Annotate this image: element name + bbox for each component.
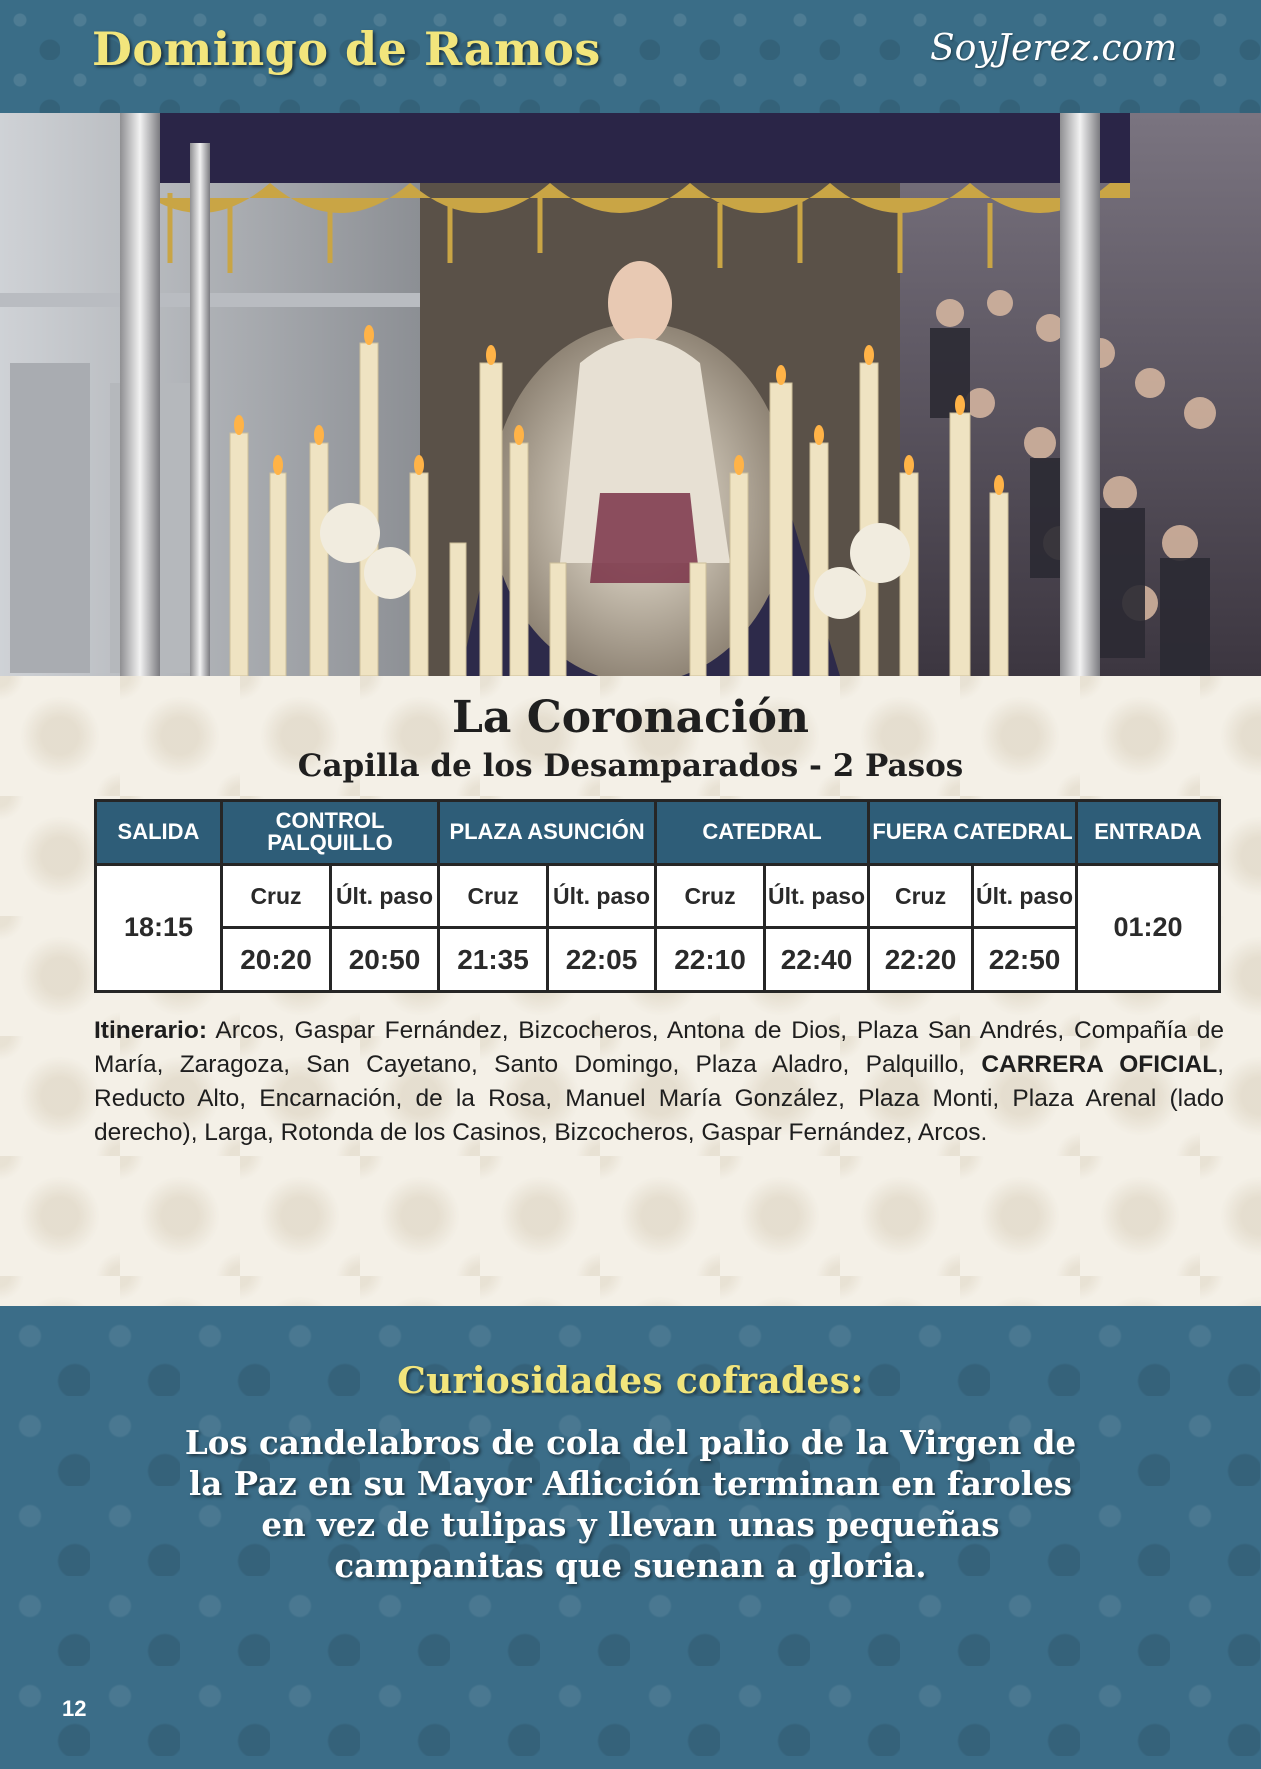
curiosities-text: Los candelabros de cola del palio de la Virgen de la Paz en su Mayor Aflicción terminan en faroles en vez de tulipas y llevan unas pequeñas campanitas que suenan a gloria. bbox=[184, 1423, 1077, 1585]
procession-subtitle: Capilla de los Desamparados - 2 Pasos bbox=[297, 748, 964, 784]
sub-cruz: Cruz bbox=[656, 864, 765, 928]
schedule-subheader-row bbox=[96, 864, 1220, 928]
catedral-ultimo-time: 22:40 bbox=[765, 928, 869, 992]
sub-ultimo-paso: Últ. paso bbox=[548, 864, 656, 928]
schedule-table bbox=[94, 799, 1221, 993]
curiosities-section bbox=[0, 1306, 1261, 1769]
procession-name: La Coronación bbox=[451, 692, 809, 743]
sub-ultimo-paso: Últ. paso bbox=[973, 864, 1077, 928]
header-catedral: CATEDRAL bbox=[656, 801, 869, 865]
asuncion-cruz-time: 21:35 bbox=[439, 928, 548, 992]
itinerary-label: Itinerario: bbox=[94, 1017, 207, 1044]
itinerary-official-route: CARRERA OFICIAL bbox=[981, 1051, 1218, 1078]
fuera-catedral-ultimo-time: 22:50 bbox=[973, 928, 1077, 992]
sub-cruz: Cruz bbox=[222, 864, 331, 928]
header-control-palquillo: CONTROL PALQUILLO bbox=[222, 801, 439, 865]
curiosities-title: Curiosidades cofrades: bbox=[397, 1360, 864, 1402]
page-header bbox=[0, 0, 1261, 113]
sub-ultimo-paso: Últ. paso bbox=[765, 864, 869, 928]
procession-info bbox=[0, 676, 1261, 1306]
sub-cruz: Cruz bbox=[439, 864, 548, 928]
itinerary bbox=[94, 1014, 1224, 1150]
header-fuera-catedral: FUERA CATEDRAL bbox=[869, 801, 1077, 865]
header-entrada: ENTRADA bbox=[1077, 801, 1220, 865]
page-number: 12 bbox=[62, 1696, 87, 1721]
fuera-catedral-cruz-time: 22:20 bbox=[869, 928, 973, 992]
itinerary-text-1: Arcos, Gaspar Fernández, Bizcocheros, Antona de Dios, Plaza San Andrés, Compañía de María, Zaragoza, San Cayetano, Santo Domingo, Plaza Aladro, Palquillo, bbox=[94, 1017, 1224, 1078]
header-salida: SALIDA bbox=[96, 801, 222, 865]
sub-ultimo-paso: Últ. paso bbox=[331, 864, 439, 928]
brand-logo: SoyJerez.com bbox=[930, 28, 1178, 69]
day-title: Domingo de Ramos bbox=[92, 22, 601, 76]
header-plaza-asuncion: PLAZA ASUNCIÓN bbox=[439, 801, 656, 865]
salida-time: 18:15 bbox=[96, 864, 222, 991]
catedral-cruz-time: 22:10 bbox=[656, 928, 765, 992]
procession-photo bbox=[0, 113, 1261, 676]
procession-photo-icon bbox=[0, 113, 1261, 676]
asuncion-ultimo-time: 22:05 bbox=[548, 928, 656, 992]
palquillo-cruz-time: 20:20 bbox=[222, 928, 331, 992]
palquillo-ultimo-time: 20:50 bbox=[331, 928, 439, 992]
entrada-time: 01:20 bbox=[1077, 864, 1220, 991]
itinerary-text-2: , Reducto Alto, Encarnación, de la Rosa, Manuel María González, Plaza Monti, Plaza Arenal (lado derecho), Larga, Rotonda de los Casinos, Bizcocheros, Gaspar Fernández, Arcos. bbox=[94, 1051, 1224, 1146]
schedule-times-row bbox=[96, 928, 1220, 992]
schedule-header-row bbox=[96, 801, 1220, 865]
sub-cruz: Cruz bbox=[869, 864, 973, 928]
